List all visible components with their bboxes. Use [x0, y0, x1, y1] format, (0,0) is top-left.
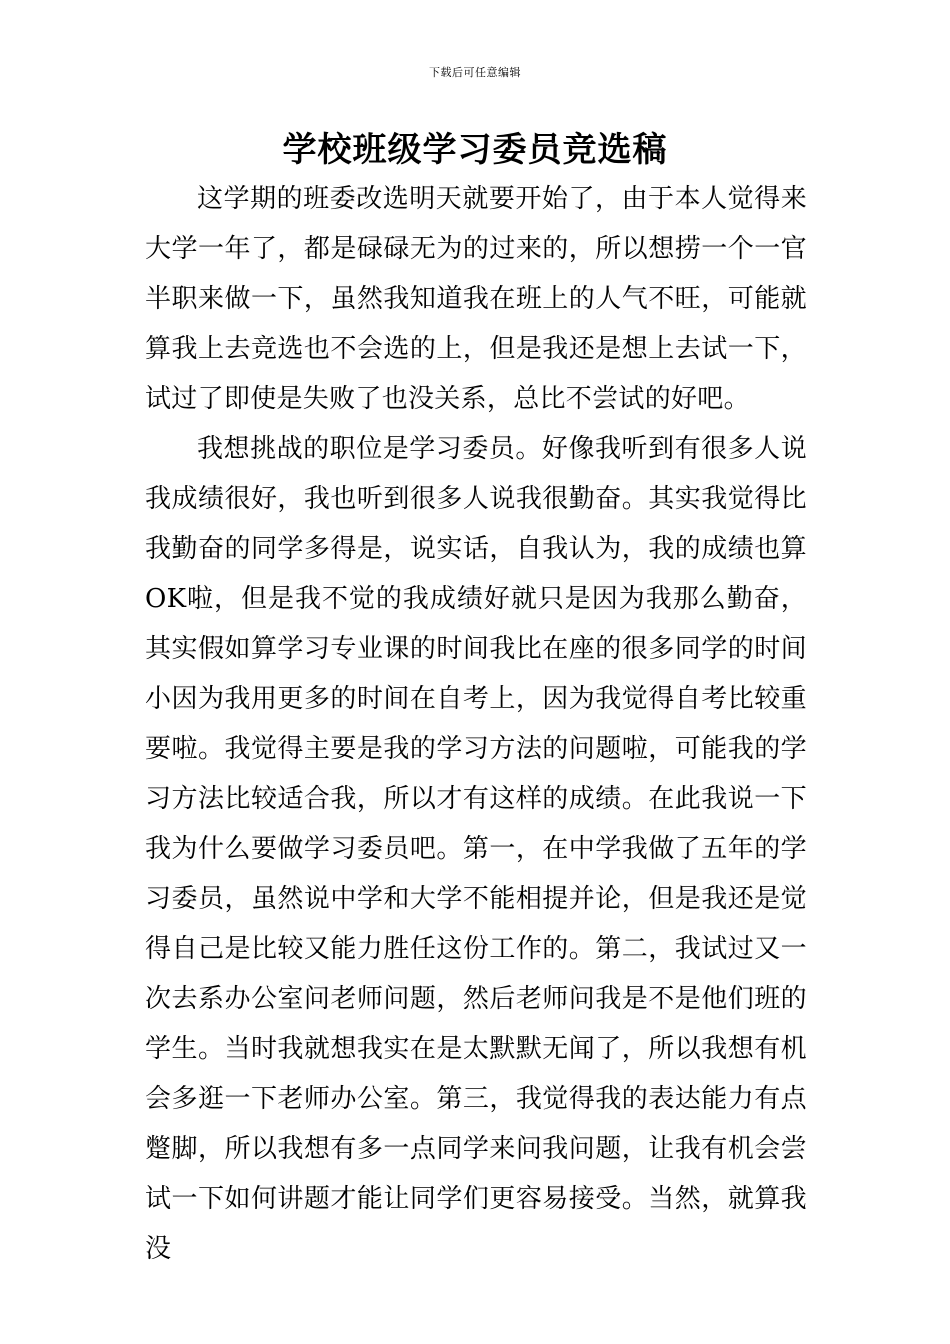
document-title: 学校班级学习委员竞选稿 [282, 130, 668, 170]
paragraph-1: 这学期的班委改选明天就要开始了，由于本人觉得来大学一年了，都是碌碌无为的过来的，所以想捞一个一官半职来做一下，虽然我知道我在班上的人气不旺，可能就算我上去竞选也不会选的上，但是我还是想上去试一下，试过了即使是失败了也没关系，总比不尝试的好吧。 [145, 184, 807, 414]
paragraph-2: 我想挑战的职位是学习委员。好像我听到有很多人说我成绩很好，我也听到很多人说我很勤奋。其实我觉得比我勤奋的同学多得是，说实话，自我认为，我的成绩也算OK啦，但是我不觉的我成绩好就只是因为我那么勤奋，其实假如算学习专业课的时间我比在座的很多同学的时间小因为我用更多的时间在自考上，因为我觉得自考比较重要啦。我觉得主要是我的学习方法的问题啦，可能我的学习方法比较适合我，所以才有这样的成绩。在此我说一下我为什么要做学习委员吧。第一，在中学我做了五年的学习委员，虽然说中学和大学不能相提并论，但是我还是觉得自己是比较又能力胜任这份工作的。第二，我试过又一次去系办公室问老师问题，然后老师问我是不是他们班的学生。当时我就想我实在是太默默无闻了，所以我想有机会多逛一下老师办公室。第三，我觉得我的表达能力有点蹩脚，所以我想有多一点同学来问我问题，让我有机会尝试一下如何讲题才能让同学们更容易接受。当然，就算我没 [145, 434, 807, 1264]
document-body [145, 174, 807, 1274]
page-header-note: 下载后可任意编辑 [429, 66, 521, 79]
